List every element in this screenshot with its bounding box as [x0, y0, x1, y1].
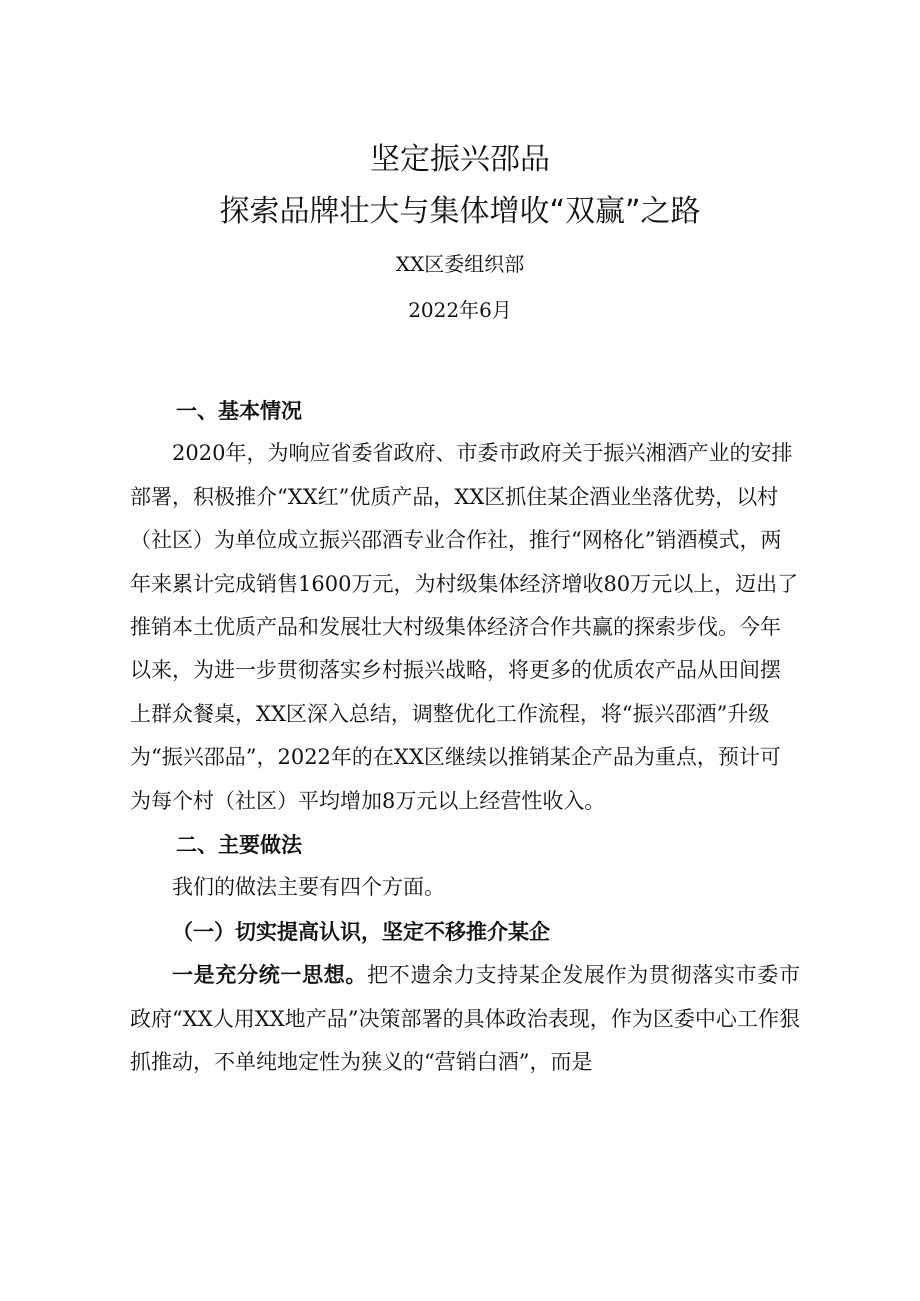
section-paragraph-basic-situation: 2020年，为响应省委省政府、市委市政府关于振兴湘酒产业的安排部署，积极推介“XX红”优质产品，XX区抓住某企酒业坐落优势，以村（社区）为单位成立振兴邵酒专业合作社，推行“网格化”销酒模式，两年来累计完成销售1600万元，为村级集体经济增收80万元以上，迈出了推销本土优质产品和发展壮大村级集体经济合作共赢的探索步伐。今年以来，为进一步贯彻落实乡村振兴战略，将更多的优质农产品从田间摆上群众餐桌，XX区深入总结，调整优化工作流程，将“振兴邵酒”升级为“振兴邵品”，2022年的在XX区继续以推销某企产品为重点，预计可为每个村（社区）平均增加8万元以上经营性收入。 [130, 441, 799, 813]
document-body [130, 389, 800, 1085]
section-intro-main-practices: 我们的做法主要有四个方面。 [172, 875, 445, 900]
document-title-line2: 探索品牌壮大与集体增收“双赢”之路 [219, 194, 701, 229]
subsection-heading-1: （一）切实提高认识，坚定不移推介某企 [172, 918, 550, 944]
subsection-text-1: 把不遗余力支持某企发展作为贯彻落实市委市政府“XX人用XX地产品”决策部署的具体政治表现，作为区委中心工作狠抓推动，不单纯地定性为狭义的“营销白酒”，而是 [130, 963, 801, 1075]
subsection-lead-1: 一是充分统一思想。 [172, 962, 368, 988]
subsection-paragraph-1 [130, 953, 800, 1084]
section-heading-main-practices: 二、主要做法 [176, 832, 302, 858]
document-date: 2022年6月 [408, 298, 512, 322]
section-heading-basic-situation: 一、基本情况 [176, 398, 302, 423]
document-author: XX区委组织部 [395, 252, 525, 276]
document-title-line1: 坚定振兴邵品 [370, 142, 550, 177]
